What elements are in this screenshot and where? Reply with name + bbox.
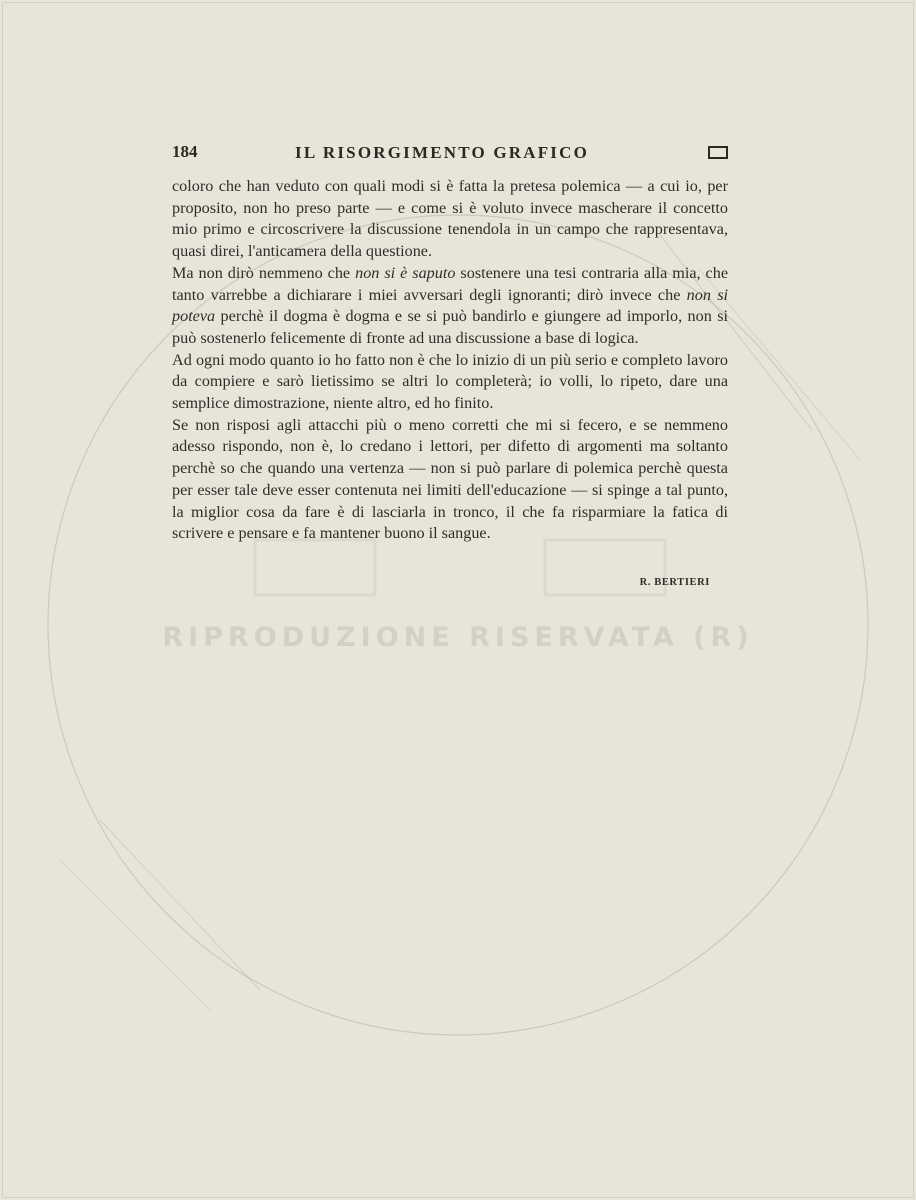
paragraph: coloro che han veduto con quali modi si è fatta la pretesa polemica — a cui io, per proposito, non ho preso parte — e come si è voluto invece mascherare il concetto mio primo e circoscrivere la discussione tenendola in un campo che rappresentava, quasi direi, l'anticamera della questione.	[172, 177, 728, 261]
text-run: sostenere una tesi contraria alla mia, che tanto varrebbe a dichiarare i miei avversari degli ignoranti; dirò invece che	[172, 263, 729, 304]
text-run: perchè il dogma è dogma e se si può bandirlo e giungere ad imporlo, non si può sostenerlo felicemente di fronte ad una discussione a base di logica.	[172, 307, 728, 347]
paragraph: Ad ogni modo quanto io ho fatto non è che lo inizio di un più serio e completo lavoro da compiere e sarò lietissimo se altri lo completerà; io volli, lo ripeto, dare una semplice dimostrazione, niente altro, ed ho finito.	[172, 350, 728, 413]
author-signature: R. BERTIERI	[639, 577, 710, 588]
text-run: Ma non dirò nemmeno che	[172, 263, 356, 282]
running-title: IL RISORGIMENTO GRAFICO	[295, 143, 589, 162]
article-body	[172, 176, 728, 545]
paragraph: Se non risposi agli attacchi più o meno corretti che mi si fecero, e se nemmeno adesso rispondo, non è, lo credano i lettori, per difetto di argomenti ma soltanto perchè so che quando una vertenza — non si può parlare di polemica perchè questa per esser tale deve esser contenuta nei limiti dell'educazione — si spinge a tal punto, la miglior cosa da fare è di lasciarla in tronco, il che fa risparmiare la fatica di scrivere e pensare e fa mantener buono il sangue.	[172, 415, 728, 543]
header-ornament	[708, 146, 728, 159]
italic-phrase: non si poteva	[172, 285, 728, 326]
page-header	[172, 142, 728, 166]
italic-phrase: non si è saputo	[355, 263, 456, 282]
paragraph	[172, 263, 728, 350]
watermark-text: RIPRODUZIONE RISERVATA (R)	[162, 622, 754, 653]
page-number: 184	[172, 142, 198, 161]
